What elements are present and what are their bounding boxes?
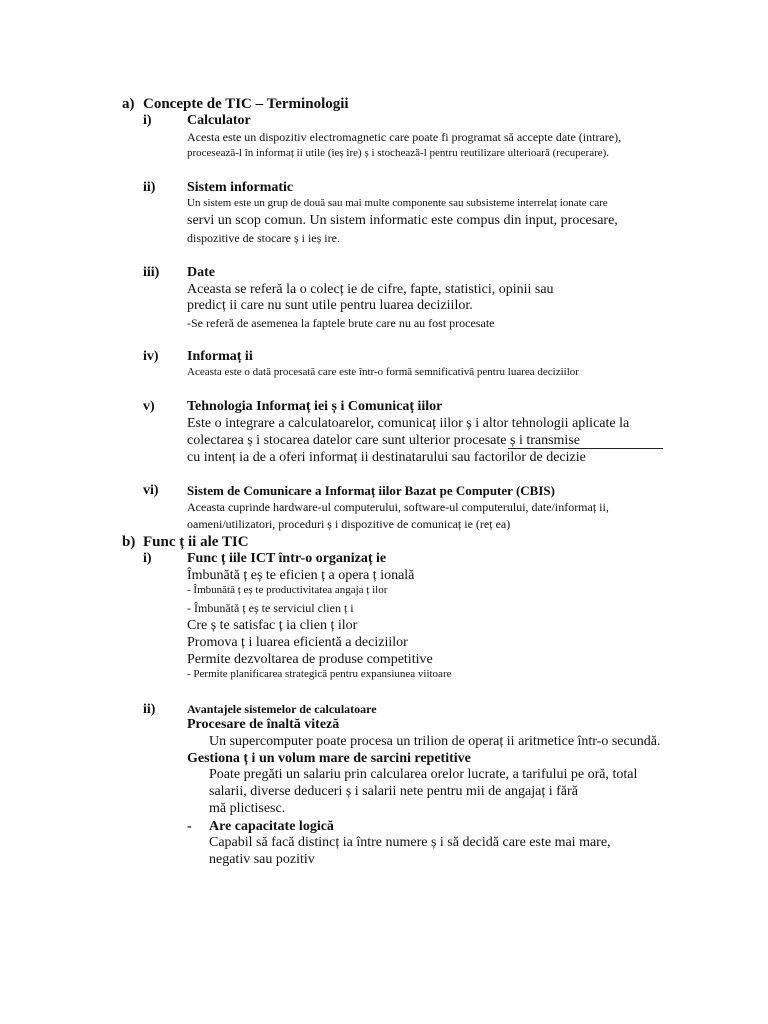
a-iv-title: Informaț ii	[187, 349, 253, 364]
a-i-line-1: Acesta este un dispozitiv electromagnetic care poate fi programat să accepte date (intrare),	[187, 130, 622, 144]
a-v-line-1: Este o integrare a calculatoarelor, comunicaț iilor ș i altor tehnologii aplicate la	[187, 416, 630, 431]
b-i-line-6: Permite dezvoltarea de produse competitive	[187, 652, 433, 667]
b-i-line-3: - Îmbunătă ț eș te serviciul clien ț i	[187, 601, 354, 615]
b-i-number: i)	[143, 551, 152, 566]
b-i-line-4: Cre ș te satisfac ț ia clien ț ilor	[187, 618, 358, 633]
section-b-heading: Func ț ii ale TIC	[143, 534, 249, 550]
b-ii-number: ii)	[143, 702, 156, 717]
a-vi-number: vi)	[143, 483, 159, 498]
a-vi-line-2: oameni/utilizatori, proceduri ș i dispozitive de comunicaț ie (reț ea)	[187, 517, 511, 531]
b-i-line-1: Îmbunătă ț eș te eficien ț a opera ț ională	[187, 568, 415, 583]
b-ii-text-3-line-1: Capabil să facă distincț ia între numere ș i să decidă care este mai mare,	[209, 835, 611, 850]
a-i-line-2: procesează-l în informaț ii utile (ieș ire) ș i stochează-l pentru reutilizare ulterioară (recuperare).	[187, 147, 610, 159]
a-v-number: v)	[143, 399, 155, 414]
b-i-title: Func ț iile ICT într-o organizaț ie	[187, 551, 387, 566]
b-ii-text-2-line-1: Poate pregăti un salariu prin calcularea orelor lucrate, a tarifului pe oră, total	[209, 767, 638, 782]
b-i-line-7: - Permite planificarea strategică pentru expansiunea viitoare	[187, 668, 452, 680]
fill-in-underline	[508, 448, 663, 449]
b-ii-heading-3-dash: -	[187, 819, 192, 834]
a-iii-line-2: predicț ii care nu sunt utile pentru luarea deciziilor.	[187, 298, 473, 313]
b-ii-text-1: Un supercomputer poate procesa un trilion de operaț ii aritmetice într-o secundă.	[209, 734, 661, 749]
b-ii-heading-3: Are capacitate logică	[209, 819, 334, 834]
b-ii-text-3-line-2: negativ sau pozitiv	[209, 852, 315, 867]
section-a-marker: a)	[122, 96, 135, 112]
a-iii-line-1: Aceasta se referă la o colecț ie de cifre, fapte, statistici, opinii sau	[187, 282, 554, 297]
b-ii-text-2-line-2: salarii, diverse deduceri ș i salarii nete pentru mii de angajaț i fără	[209, 784, 578, 799]
b-ii-heading-1: Procesare de înaltă viteză	[187, 717, 340, 732]
b-i-line-2: - Îmbunătă ț eș te productivitatea angaja ț ilor	[187, 584, 388, 596]
a-iii-line-3: -Se referă de asemenea la faptele brute care nu au fost procesate	[187, 316, 495, 330]
a-v-line-3: cu intenț ia de a oferi informaț ii destinatarului sau factorilor de decizie	[187, 450, 586, 465]
section-b-marker: b)	[122, 534, 136, 550]
a-ii-line-2: servi un scop comun. Un sistem informatic este compus din input, procesare,	[187, 213, 618, 228]
a-v-title: Tehnologia Informaț iei ș i Comunicaț iilor	[187, 399, 443, 414]
section-a-heading: Concepte de TIC – Terminologii	[143, 96, 349, 112]
a-ii-number: ii)	[143, 180, 156, 195]
a-vi-line-1: Aceasta cuprinde hardware-ul computerului, software-ul computerului, date/informaț ii,	[187, 500, 609, 514]
a-iv-number: iv)	[143, 349, 159, 364]
a-v-line-2: colectarea ș i stocarea datelor care sunt ulterior procesate ș i transmise	[187, 433, 580, 448]
a-i-title: Calculator	[187, 113, 251, 128]
b-ii-title: Avantajele sistemelor de calculatoare	[187, 702, 377, 716]
b-ii-heading-2: Gestiona ț i un volum mare de sarcini repetitive	[187, 751, 471, 766]
a-ii-line-1: Un sistem este un grup de două sau mai multe componente sau subsisteme interrelaț ionate care	[187, 197, 608, 209]
a-vi-title: Sistem de Comunicare a Informaț iilor Bazat pe Computer (CBIS)	[187, 483, 555, 498]
a-iii-number: iii)	[143, 265, 160, 280]
b-ii-text-2-line-3: mă plictisesc.	[209, 801, 286, 816]
a-i-number: i)	[143, 113, 152, 128]
a-ii-title: Sistem informatic	[187, 180, 294, 195]
a-iii-title: Date	[187, 265, 215, 280]
b-i-line-5: Promova ț i luarea eficientă a deciziilor	[187, 635, 408, 650]
a-ii-line-3: dispozitive de stocare ș i ieș ire.	[187, 231, 340, 245]
a-iv-line-1: Aceasta este o dată procesată care este într-o formă semnificativă pentru luarea deciziilor	[187, 366, 579, 378]
